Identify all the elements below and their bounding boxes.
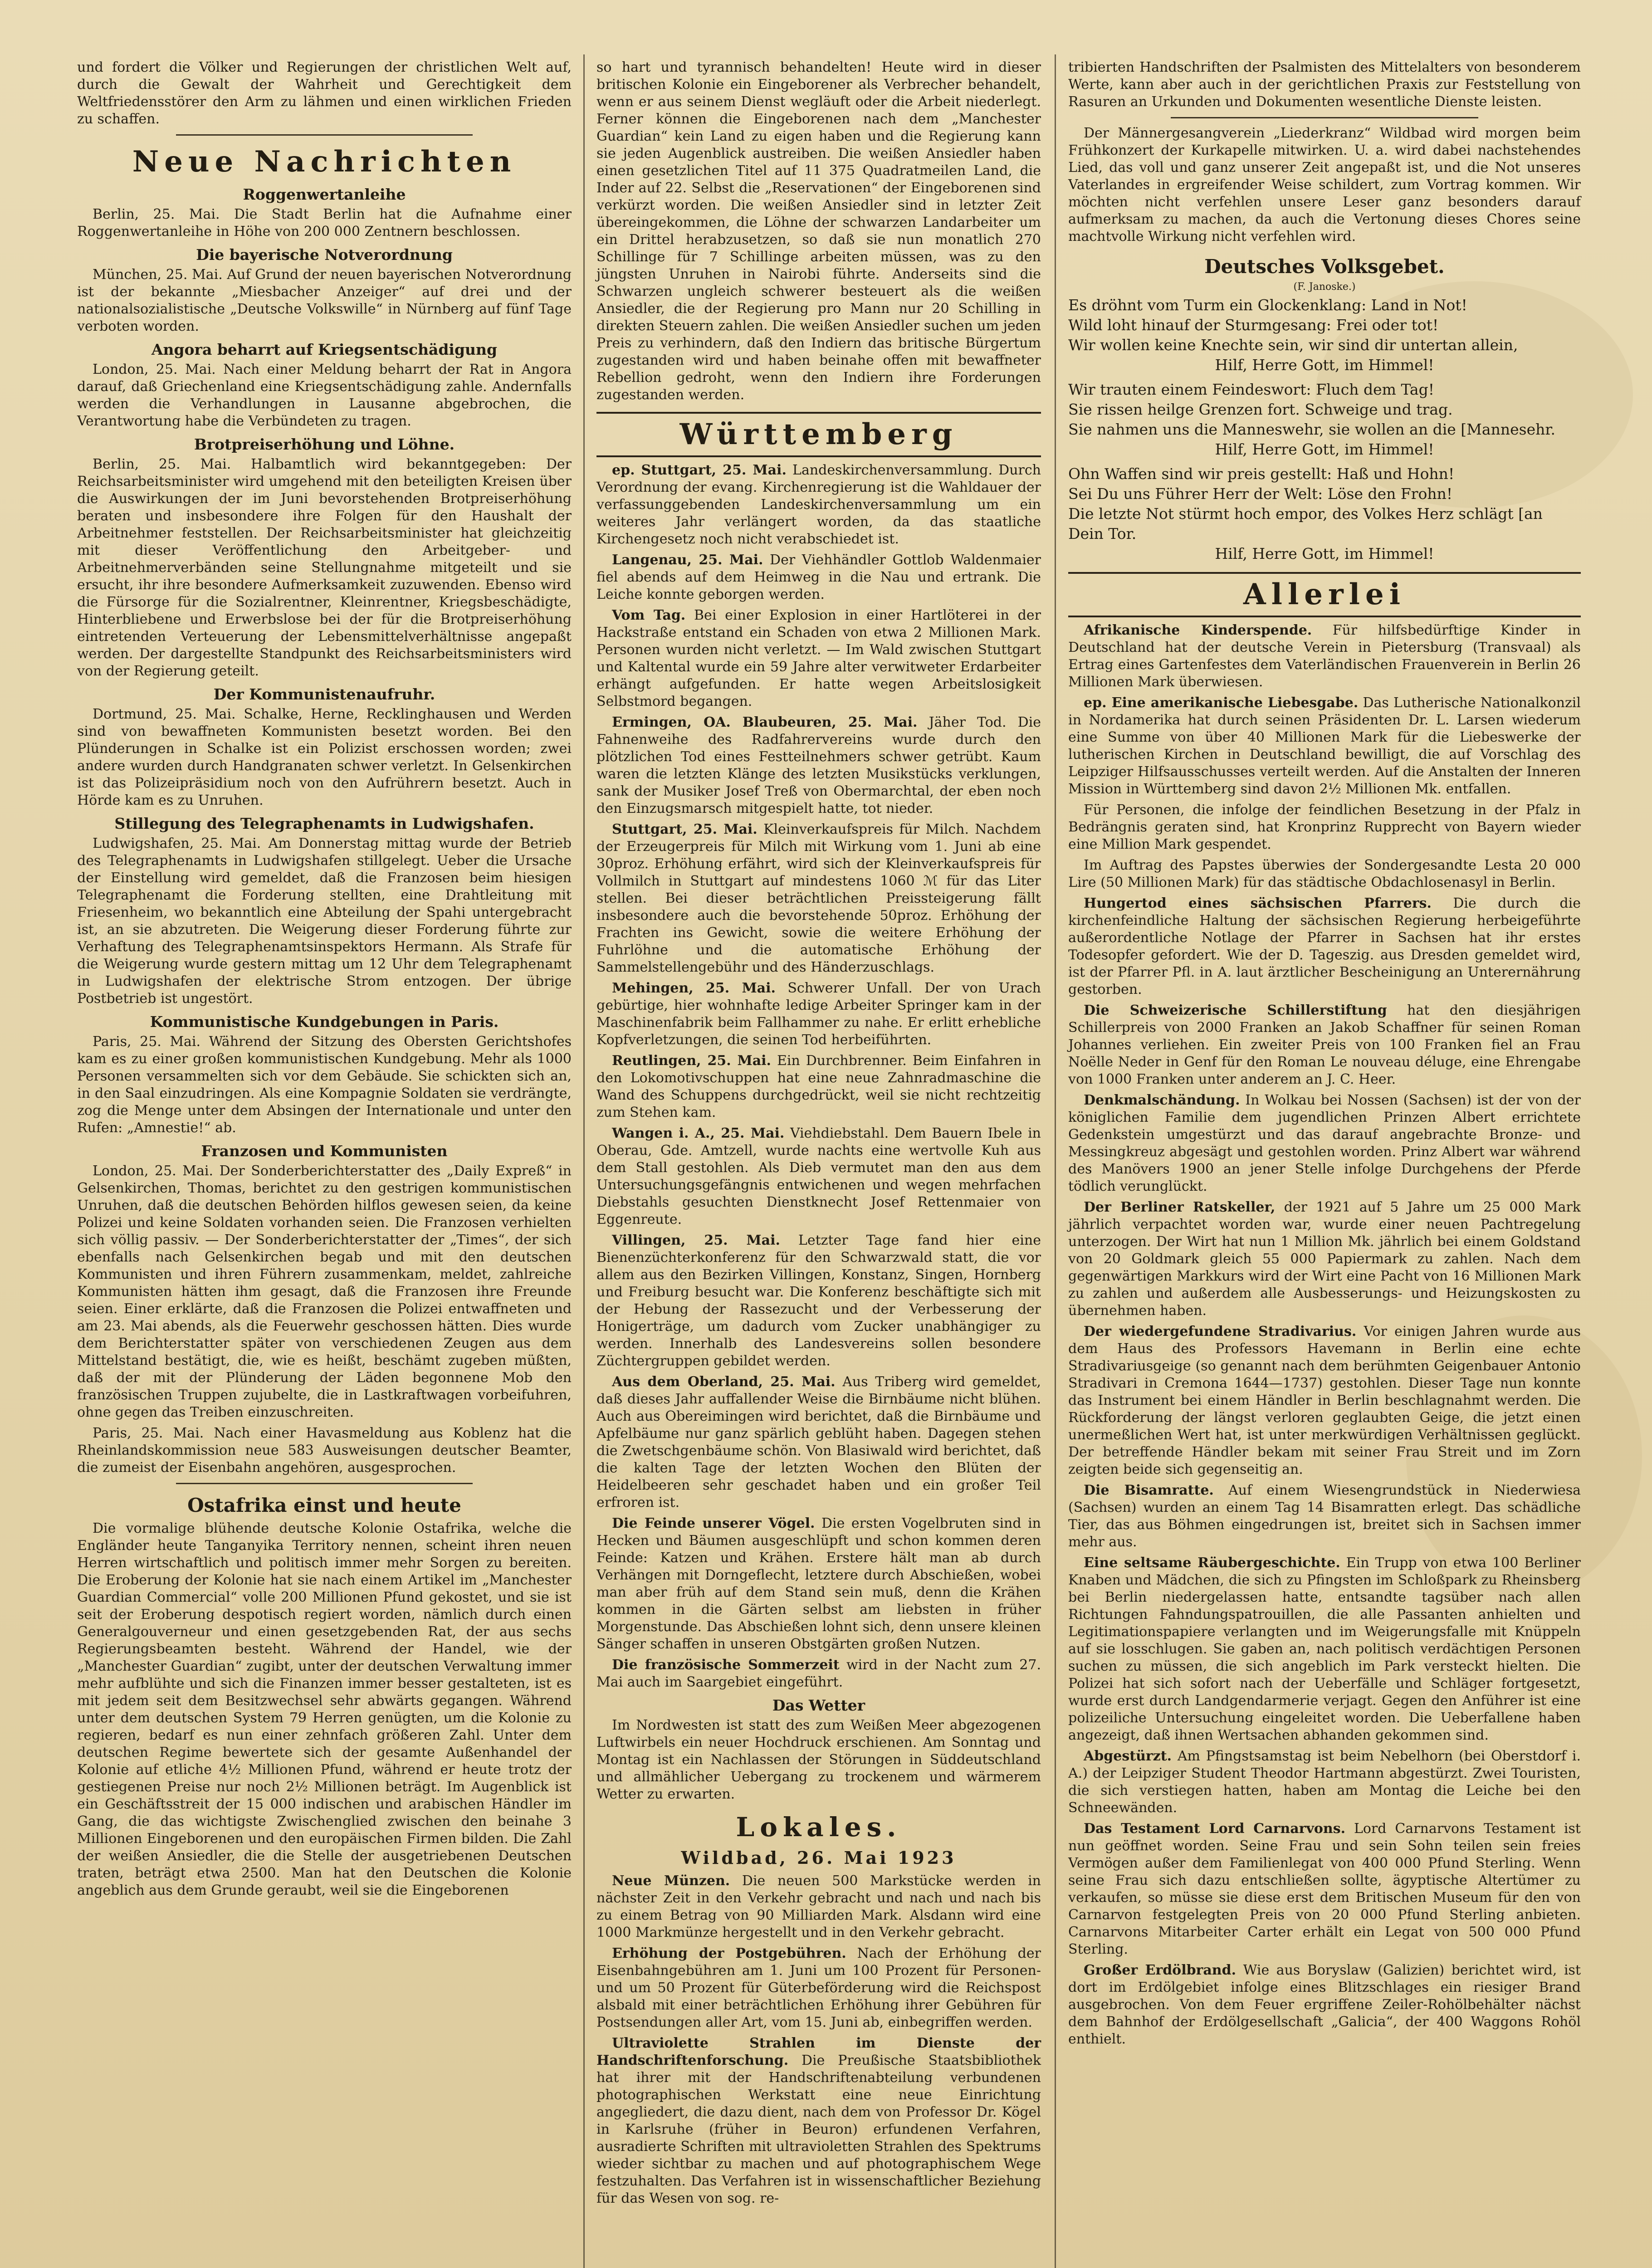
- news-item: [596, 607, 1041, 710]
- item-text: wird in der Nacht zum 27. Mai auch im Saargebiet eingeführt.: [596, 1657, 1041, 1690]
- poem-line: Wild loht hinauf der Sturmgesang: Frei oder tot!: [1068, 316, 1439, 334]
- separator: [1171, 117, 1478, 118]
- item-text: Die ersten Vogelbruten sind in Hecken und Bäumen ausgeschlüpft und schon kommen deren Feinde: Katzen und Krähen. Erstere hält man ab durch Verhängen mit Dorngeflecht, letztere durch Abschießen, wobei man aber früh auf dem Stand sein muß, denn die Krähen kommen in die Gärten selbst am liebsten in früher Morgenstunde. Das Abschießen lohnt sich, denn unsere kleinen Sänger schaffen in unseren Obstgärten großen Nutzen.: [596, 1515, 1041, 1652]
- news-item: [596, 552, 1041, 603]
- news-item: [77, 246, 572, 335]
- item-text: Ein Durchbrenner. Beim Einfahren in den Lokomotivschuppen hat eine neue Zahnradmaschine die Wand des Schuppens durchgedrückt, weil sie nicht rechtzeitig zum Stehen kam.: [596, 1053, 1041, 1120]
- item-text: Letzter Tage fand hier eine Bienenzüchterkonferenz für den Schwarzwald statt, die vor allem aus den Bezirken Villingen, Konstanz, Singen, Hornberg und Freiburg besucht war. Die Konferenz beschäftigte sich mit der Hebung der Rassezucht und der Verbesserung der Honigerträge, um dadurch vom Zucker unabhängiger zu werden. Innerhalb des Landesvereins sollen besondere Züchtergruppen gebildet werden.: [596, 1232, 1041, 1369]
- item-text: Jäher Tod. Die Fahnenweihe des Radfahrervereins wurde durch den plötzlichen Tod eines Festteilnehmers schwer getrübt. Kaum waren die letzten Klänge des letzten Musikstücks verklungen, sank der Musiker Josef Treß von Obermarchtal, der eben noch den Einzugsmarsch mitgespielt hatte, tot nieder.: [596, 714, 1041, 816]
- poem-line: Sie rissen heilge Grenzen fort. Schweige und trag.: [1068, 401, 1453, 418]
- news-item: [77, 186, 572, 240]
- item-text: München, 25. Mai. Auf Grund der neuen bayerischen Notverordnung ist der bekannte „Miesbacher Anzeiger“ auf drei und der nationalsozialistische „Deutsche Volkswille“ in Nürnberg auf fünf Tage verboten worden.: [77, 267, 572, 334]
- news-item: [596, 980, 1041, 1049]
- item-lead: Ermingen, OA. Blaubeuren, 25. Mai.: [612, 714, 918, 730]
- news-item: [1068, 895, 1581, 998]
- section-neue-nachrichten: Neue Nachrichten: [132, 145, 517, 179]
- item-text: Für hilfsbedürftige Kinder in Deutschland hat der deutsche Verein in Pietersburg (Transvaal) als Ertrag eines Gartenfestes dem Vaterländischen Frauenverein in Berlin 26 Millionen Mark überwiesen.: [1068, 622, 1581, 690]
- column-rule: [583, 54, 585, 2268]
- item-lead: Reutlingen, 25. Mai.: [612, 1053, 772, 1069]
- news-item: [1068, 1962, 1581, 2048]
- item-text: Das Lutherische Nationalkonzil in Nordamerika hat durch seinen Präsidenten Dr. L. Larsen wiederum eine Summe von über 40 Millionen Mark für die Liebeswerke der lutherischen Kirchen in Deutschland bewilligt, die auf Vorschlag des Leipziger Hilfsausschusses verteilt werden. Auf die Anstalten der Inneren Mission in Württemberg sind davon 2½ Millionen Mk. entfallen.: [1068, 695, 1581, 797]
- item-lead: Großer Erdölbrand.: [1084, 1962, 1237, 1978]
- poem-stanza: [1068, 295, 1581, 375]
- news-item: [77, 1142, 572, 1421]
- item-text: Der Viehhändler Gottlob Waldenmaier fiel abends auf dem Heimweg in die Nau und ertrank. Die Leiche konnte geborgen werden.: [596, 552, 1041, 602]
- item-lead: Abgestürzt.: [1084, 1748, 1172, 1764]
- column-3: [1064, 59, 1585, 2268]
- item-heading: Der Kommunistenaufruhr.: [213, 685, 435, 703]
- item-text: Die Preußische Staatsbibliothek hat ihrer mit der Handschriftenabteilung verbundenen photographischen Werkstatt eine neue Einrichtung angegliedert, die dazu dient, nach dem von Professor Dr. Kögel in Karlsruhe (früher in Beuron) erfundenen Verfahren, ausradierte Schriften mit ultravioletten Strahlen des Spektrums wieder sichtbar zu machen und auf photographischem Wege festzuhalten. Das Verfahren ist in wissenschaftlicher Beziehung für das Wesen von sog. re-: [596, 2053, 1041, 2206]
- item-text: London, 25. Mai. Der Sonderberichterstatter des „Daily Expreß“ in Gelsenkirchen, Thomas, berichtet zu den gestrigen kommunistischen Unruhen, daß die deutschen Behörden hilflos gewesen seien, da keine Polizei und keine Soldaten vorhanden seien. Die Franzosen verhielten sich völlig passiv. — Der Sonderberichterstatter der „Times“, der sich ebenfalls nach Gelsenkirchen begab und mit den deutschen Kommunisten und ihren Führern zusammenkam, meldet, zahlreiche Kommunisten hätten ihm gesagt, daß die Franzosen ihre Freunde seien. Einer erklärte, daß die Franzosen die Polizei entwaffneten und am 23. Mai abends, als die Feuerwehr geschossen hätten. Dies wurde dem Berichterstatter später von verschiedenen Zeugen aus dem Mittelstand bestätigt, die, wie es heißt, beschämt zugeben müßten, daß der mit der Plünderung der Läden begonnene Mob den französischen Truppen zujubelte, die in Lastkraftwagen vorbeifuhren, ohne gegen das Treiben einzuschreiten.: [77, 1163, 572, 1420]
- item-lead: Die Bisamratte.: [1084, 1482, 1214, 1498]
- item-lead: Wangen i. A., 25. Mai.: [612, 1125, 785, 1141]
- news-item: [1068, 1002, 1581, 1088]
- news-item: [1068, 1092, 1581, 1195]
- news-item: [77, 685, 572, 809]
- poem-line: Sei Du uns Führer Herr der Welt: Löse den Frohn!: [1068, 485, 1453, 503]
- column-2: [592, 59, 1046, 2268]
- lokales-dateline: Wildbad, 26. Mai 1923: [681, 1848, 957, 1868]
- item-lead: Neue Münzen.: [612, 1873, 730, 1889]
- column-1: [73, 59, 576, 2268]
- item-text: Ludwigshafen, 25. Mai. Am Donnerstag mittag wurde der Betrieb des Telegraphenamts in Ludwigshafen stillgelegt. Ueber die Ursache der Einstellung wird gemeldet, daß die Franzosen beim hiesigen Telegraphenamt die Forderung stellten, eine Drahtleitung mit Friesenheim, wo bekanntlich eine Abteilung der Spahi untergebracht ist, an sie abzutreten. Die Weigerung dieser Forderung führte zur Verhaftung des Telegraphenamtsinspektors Hermann. Als Strafe für die Weigerung wurde gestern mittag um 12 Uhr dem Telegraphenamt in Ludwigshafen der elektrische Strom entzogen. Der übrige Postbetrieb ist ungestört.: [77, 836, 572, 1007]
- item-text: Viehdiebstahl. Dem Bauern Ibele in Oberau, Gde. Amtzell, wurde nachts eine wertvolle Kuh aus dem Stall gestohlen. Als Dieb vermutet man den aus dem Untersuchungsgefängnis entwichenen und wegen mehrfachen Diebstahls gesuchten Dienstknecht Josef Rettenmaier von Eggenreute.: [596, 1125, 1041, 1227]
- news-item: [1068, 1554, 1581, 1744]
- poem-line: Die letzte Not stürmt hoch empor, des Volkes Herz schlägt [an Dein Tor.: [1068, 505, 1543, 543]
- item-text: Auf einem Wiesengrundstück in Niederwiesa (Sachsen) wurden an einem Tag 14 Bisamratten erlegt. Das schädliche Tier, das aus Böhmen eingedrungen ist, breitet sich in Sachsen immer mehr aus.: [1068, 1482, 1581, 1550]
- item-heading: Angora beharrt auf Kriegsentschädigung: [151, 341, 498, 358]
- continued-text: tribierten Handschriften der Psalmisten des Mittelalters von besonderem Werte, kann aber auch in der gerichtlichen Praxis zur Feststellung von Rasuren an Urkunden und Dokumenten wesentliche Dienste leisten.: [1068, 59, 1581, 110]
- item-text: Kleinverkaufspreis für Milch. Nachdem der Erzeugerpreis für Milch mit Wirkung vom 1. Juni ab eine 30proz. Erhöhung erfährt, wird sich der Kleinverkaufspreis für Vollmilch in Stuttgart auf mindestens 1060 ℳ für das Liter stellen. Bei dieser beträchtlichen Preissteigerung fällt insbesondere auch die bevorstehende 50proz. Erhöhung der Frachten ins Gewicht, sowie die weitere Erhöhung der Fuhrlöhne und die automatische Erhöhung der Sammelstellengebühr und des Händerzuschlags.: [596, 821, 1041, 975]
- news-item: [1068, 1748, 1581, 1817]
- news-item: [1068, 622, 1581, 691]
- item-text: Paris, 25. Mai. Nach einer Havasmeldung aus Koblenz hat die Rheinlandskommission neue 583 Ausweisungen deutscher Beamter, die zumeist der Eisenbahn angehören, ausgesprochen.: [77, 1425, 572, 1476]
- poem-line: Ohn Waffen sind wir preis gestellt: Haß und Hohn!: [1068, 465, 1455, 483]
- item-lead: Der Berliner Ratskeller,: [1084, 1199, 1276, 1215]
- item-text: Berlin, 25. Mai. Halbamtlich wird bekanntgegeben: Der Reichsarbeitsminister wird umgehend mit den beteiligten Kreisen über die Auswirkungen der im Juni bevorstehenden Brotpreiserhöhung beraten und insbesondere ihre Folgen für den Haushalt der Arbeitnehmer feststellen. Der Reichsarbeitsminister hat gleichzeitig mit dieser Veröffentlichung den Arbeitgeber- und Arbeitnehmerverbänden seine Stellungnahme mitgeteilt und sie ersucht, ihr ihre besondere Aufmerksamkeit zuzuwenden. Ebenso wird die Fürsorge für die Sozialrentner, Kleinrentner, Kriegsbeschädigte, Hinterbliebene und Erwerbslose bei der für die Brotpreiserhöhung eintretenden Verteuerung der Lebensmittelverhältnisse angepaßt werden. Der dargestellte Standpunkt des Reichsarbeitsministers wird von der Regierung geteilt.: [77, 456, 572, 679]
- item-text: Die durch die kirchenfeindliche Haltung der sächsischen Regierung herbeigeführte außerordentliche Notlage der Pfarrer in Sachsen hat ihr erstes Todesopfer gefordert. Wie der D. Tageszig. aus Dresden gemeldet wird, ist der Pfarrer Pfl. in A. laut ärztlicher Bescheinigung an Unterernährung gestorben.: [1068, 895, 1581, 997]
- item-text: Die neuen 500 Markstücke werden in nächster Zeit in den Verkehr gebracht und nach und nach bis zu einem Betrag von 90 Milliarden Mark. Alsdann wird eine 1000 Markmünze hergestellt und in den Verkehr gebracht.: [596, 1873, 1041, 1941]
- weather-text: Im Nordwesten ist statt des zum Weißen Meer abgezogenen Luftwirbels ein neuer Hochdruck erschienen. Am Sonntag und Montag ist ein Nachlassen der Störungen in Süddeutschland und allmählicher Uebergang zu trockenem und wärmerem Wetter zu erwarten.: [596, 1717, 1041, 1802]
- item-text: Lord Carnarvons Testament ist nun geöffnet worden. Seine Frau und sein Sohn teilen sein freies Vermögen außer dem Familienlegat von 400 000 Pfund Sterling. Wenn seine Frau sich dazu entschließen sollte, ägyptische Altertümer zu verkaufen, so müsse sie diese erst dem Britischen Museum für den von Carnarvon festgelegten Preis von 20 000 Pfund Sterling anbieten. Carnarvons Mitarbeiter Carter erhält ein Legat von 500 000 Pfund Sterling.: [1068, 1821, 1581, 1957]
- item-lead: Ultraviolette Strahlen im Dienste der Handschriftenforschung.: [596, 2035, 1041, 2068]
- item-lead: ep. Eine amerikanische Liebesgabe.: [1084, 695, 1359, 711]
- news-item: [1068, 802, 1581, 853]
- item-text: In Wolkau bei Nossen (Sachsen) ist der von der königlichen Familie dem jugendlichen Prinzen Albert errichtete Gedenkstein umgestürzt und das darauf angebrachte Bronze- und Messingkreuz abgesägt und gestohlen worden. Prinz Albert war während des Manövers 1900 an jener Stelle infolge Durchgehens der Pferde tödlich verunglückt.: [1068, 1092, 1581, 1194]
- news-item: [596, 1125, 1041, 1228]
- item-lead: Langenau, 25. Mai.: [612, 552, 763, 568]
- poem-refrain: Hilf, Herre Gott, im Himmel!: [1215, 545, 1434, 562]
- item-lead: Die französische Sommerzeit: [612, 1657, 840, 1673]
- article-text-ostafrika: Die vormalige blühende deutsche Kolonie Ostafrika, welche die Engländer heute Tanganyika Territory nennen, scheint ihren neuen Herren wirtschaftlich und politisch immer mehr Sorgen zu bereiten. Die Eroberung der Kolonie hat sie nach einem Artikel im „Manchester Guardian Commercial“ volle 200 Millionen Pfund gekostet, und sie ist seit der Eroberung despotisch regiert worden, nämlich durch einen Generalgouverneur und einen gesetzgebenden Rat, der aus sechs Regierungsbeamten besteht. Während der Handel, wie der „Manchester Guardian“ zugibt, unter der deutschen Verwaltung immer mehr aufblühte und sich die Finanzen immer besser gestalteten, ist es mit jedem seit dem Besitzwechsel sehr abwärts gegangen. Während unter dem deutschen System 79 Herren genügten, um die Kolonie zu regieren, bedarf es nun einer zehnfach größeren Zahl. Unter dem deutschen Regime bewertete sich der gesamte Außenhandel der Kolonie auf etliche 4½ Millionen Pfund, während er heute trotz der gestiegenen Preise nur noch 2½ Millionen beträgt. Im Augenblick ist ein Geschäftsstreit der 15 000 indischen und arabischen Händler im Gang, die das wichtigste Zwischenglied zwischen den beinahe 3 Millionen Eingeborenen und den europäischen Firmen bilden. Die Zahl der weißen Ansiedler, die die Stelle der ausgetriebenen Deutschen traten, beträgt etwa 2500. Man hat den Deutschen die Kolonie angeblich aus dem Grunde geraubt, weil sie die Eingeborenen: [77, 1520, 572, 1898]
- poem-stanza: [1068, 380, 1581, 459]
- item-text: hat den diesjährigen Schillerpreis von 2000 Franken an Jakob Schaffner für seinen Roman Johannes verliehen. Ein zweiter Preis von 100 Franken fiel an Frau Noëlle Neder in Genf für den Roman Le nouveau déluge, eine Ehrengabe von 1000 Franken unter anderem an J. C. Heer.: [1068, 1002, 1581, 1087]
- separator: [176, 1483, 473, 1484]
- item-heading: Stillegung des Telegraphenamts in Ludwigshafen.: [114, 815, 534, 832]
- poem-line: Es dröhnt vom Turm ein Glockenklang: Land in Not!: [1068, 296, 1467, 314]
- news-item: [596, 1657, 1041, 1691]
- section-allerlei: Allerlei: [1068, 572, 1581, 617]
- poem-stanza: [1068, 464, 1581, 564]
- article-heading-ostafrika: Ostafrika einst und heute: [187, 1494, 461, 1516]
- news-item: [1068, 857, 1581, 891]
- item-text: Ein Trupp von etwa 100 Berliner Knaben und Mädchen, die sich zu Pfingsten im Schloßpark zu Rheinsberg bei Berlin niedergelassen hatte, entsandte tagsüber nach allen Richtungen Fahndungspatrouillen, die alle Passanten anhielten und Legitimationspapiere verlangten und im Weigerungsfalle mit Knüppeln auf sie losschlugen. Sie gaben an, nach politisch verdächtigen Personen suchen zu müssen, die sich angeblich im Park versteckt hielten. Die Polizei hat sich sofort nach der Ueberfälle und Schläger fortgesetzt, wurde erst durch Landgendarmerie verjagt. Gegen den Anführer ist eine polizeiliche Untersuchung eingeleitet worden. Die Ueberfallene haben angezeigt, daß ihnen Wertsachen abhanden gekommen sind.: [1068, 1555, 1581, 1743]
- item-lead: ep. Stuttgart, 25. Mai.: [612, 462, 787, 478]
- news-item: [1068, 1199, 1581, 1320]
- item-text: Paris, 25. Mai. Während der Sitzung des Obersten Gerichtshofes kam es zu einer großen kommunistischen Kundgebung. Mehr als 1000 Personen versammelten sich vor dem Gebäude. Sie schickten sich an, in den Saal einzudringen. Als eine Kompagnie Soldaten sie verdrängte, zog die Menge unter dem Absingen der Internationale und unter den Rufen: „Amnestie!“ ab.: [77, 1034, 572, 1136]
- item-text: Wie aus Boryslaw (Galizien) berichtet wird, ist dort im Erdölgebiet infolge eines Blitzschlages ein riesiger Brand ausgebrochen. Von dem Feuer ergriffene Zeiler-Rohölbehälter nächst dem Bahnhof der Erdölgesellschaft „Galicia“, der 400 Waggons Rohöl enthielt.: [1068, 1962, 1581, 2047]
- news-item: [596, 2035, 1041, 2207]
- news-item: [596, 1945, 1041, 2031]
- poem-refrain: Hilf, Herre Gott, im Himmel!: [1215, 440, 1434, 458]
- news-item: [77, 1013, 572, 1137]
- news-item: [1068, 1482, 1581, 1551]
- item-heading: Roggenwertanleihe: [243, 186, 406, 203]
- item-lead: Afrikanische Kinderspende.: [1084, 622, 1312, 638]
- item-lead: Eine seltsame Räubergeschichte.: [1084, 1555, 1340, 1571]
- poem-title: Deutsches Volksgebet.: [1204, 255, 1445, 278]
- item-text: Dortmund, 25. Mai. Schalke, Herne, Recklinghausen und Werden sind von bewaffneten Kommunisten besetzt worden. Bei den Plünderungen in Schalke ist ein Polizist erschossen worden; zwei andere wurden durch Handgranaten schwer verletzt. In Gelsenkirchen ist das Polizeipräsidium noch von den Aufrührern besetzt. Auch in Hörde kam es zu Unruhen.: [77, 706, 572, 808]
- news-item: [596, 821, 1041, 976]
- item-text: Im Auftrag des Papstes überwies der Sondergesandte Lesta 20 000 Lire (50 Millionen Mark) für das städtische Obdachlosenasyl in Berlin.: [1068, 857, 1581, 890]
- section-lokales: Lokales.: [736, 1812, 902, 1843]
- news-item: [596, 462, 1041, 548]
- continued-text: so hart und tyrannisch behandelten! Heute wird in dieser britischen Kolonie ein Eingeborener als Verbrecher behandelt, wenn er aus seinem Dienst wegläuft oder die Arbeit niederlegt. Ferner können die Eingeborenen nach dem „Manchester Guardian“ kein Land zu eigen haben und die Regierung kann sie jeden Augenblick austreiben. Die weißen Ansiedler haben einen gesetzlichen Titel auf 11 375 Quadratmeilen Land, die Inder auf 22. Selbst die „Reservationen“ der Eingeborenen sind verkürzt worden. Die weißen Ansiedler sind in letzter Zeit übereingekommen, die Löhne der schwarzen Landarbeiter um ein Drittel herabzusetzen, so daß sie nun monatlich 270 Schillinge für 7 Schillinge arbeiten müssen, was zu den jüngsten Unruhen in Nairobi führte. Anderseits sind die Schwarzen ungleich schwerer besteuert als die weißen Ansiedler, die der Regierung pro Mann nur 20 Schilling in direkten Steuern zahlen. Die weißen Ansiedler suchen um jeden Preis zu verhindern, daß den Indiern das britische Bürgertum zugestanden wird und haben beinahe offen mit bewaffneter Rebellion gedroht, wenn den Indiern ihre Forderungen zugestanden werden.: [596, 59, 1041, 403]
- weather-heading: Das Wetter: [772, 1696, 865, 1714]
- item-text: Schwerer Unfall. Der von Urach gebürtige, hier wohnhafte ledige Arbeiter Springer kam in der Maschinenfabrik beim Fallhammer zu nahe. Er erlitt erhebliche Kopfverletzungen, die seinen Tod herbeiführten.: [596, 980, 1041, 1048]
- item-text: Landeskirchenversammlung. Durch Verordnung der evang. Kirchenregierung ist die Wahldauer der verfassunggebenden Landeskirchenversammlung um ein weiteres Jahr verlängert worden, da das staatliche Kirchengesetz noch nicht verabschiedet ist.: [596, 462, 1041, 547]
- item-lead: Mehingen, 25. Mai.: [612, 980, 776, 996]
- column-rule: [1055, 54, 1056, 2268]
- item-lead: Villingen, 25. Mai.: [612, 1232, 780, 1248]
- news-item: [596, 714, 1041, 817]
- item-lead: Vom Tag.: [612, 607, 686, 623]
- separator: [176, 134, 473, 136]
- news-item: [77, 341, 572, 430]
- item-text: London, 25. Mai. Nach einer Meldung beharrt der Rat in Angora darauf, daß Griechenland eine Kriegsentschädigung zahle. Andernfalls werden die Verhandlungen in Lausanne abgebrochen, die Verantwortung habe die Verbündeten zu tragen.: [77, 362, 572, 429]
- poem-author: (F. Janoske.): [1293, 281, 1356, 293]
- poem-refrain: Hilf, Herre Gott, im Himmel!: [1215, 356, 1434, 374]
- poem-line: Wir trauten einem Feindeswort: Fluch dem Tag!: [1068, 381, 1434, 398]
- item-heading: Franzosen und Kommunisten: [201, 1142, 448, 1160]
- news-item: [1068, 1323, 1581, 1478]
- news-item: [77, 1425, 572, 1476]
- news-item: [596, 1374, 1041, 1511]
- item-lead: Die Feinde unserer Vögel.: [612, 1515, 815, 1531]
- item-lead: Denkmalschändung.: [1084, 1092, 1240, 1108]
- item-text: Am Pfingstsamstag ist beim Nebelhorn (bei Oberstdorf i. A.) der Leipziger Student Theodor Hartmann abgestürzt. Zwei Touristen, die sich verstiegen hatten, haben am Montag die Leiche bei den Schneewänden.: [1068, 1748, 1581, 1816]
- item-text: Für Personen, die infolge der feindlichen Besetzung in der Pfalz in Bedrängnis geraten sind, hat Kronprinz Rupprecht von Bayern wieder eine Million Mark gespendet.: [1068, 802, 1581, 852]
- item-text: Aus Triberg wird gemeldet, daß dieses Jahr auffallender Weise die Birnbäume nicht blühen. Auch aus Obereimingen wird berichtet, daß die Birnbäume und Apfelbäume nur ganz spärlich geblüht haben. Dagegen stehen die Zwetschgenbäume schön. Von Blasiwald wird berichtet, daß die kalten Tage der letzten Wochen den Blüten der Heidelbeeren sehr geschadet haben und ein großer Teil erfroren ist.: [596, 1374, 1041, 1510]
- section-wuerttemberg: Württemberg: [596, 412, 1041, 457]
- poem-line: Wir wollen keine Knechte sein, wir sind dir untertan allein,: [1068, 336, 1518, 354]
- item-lead: Hungertod eines sächsischen Pfarrers.: [1084, 895, 1432, 911]
- news-item: [1068, 694, 1581, 798]
- news-item: [77, 435, 572, 680]
- item-heading: Brotpreiserhöhung und Löhne.: [194, 435, 455, 453]
- item-text: der 1921 auf 5 Jahre um 25 000 Mark jährlich verpachtet worden war, wurde einer neuen Pachtregelung unterzogen. Der Wirt hat nun 1 Million Mk. jährlich bei einem Goldstand von 20 Goldmark gleich 55 000 Papiermark zu zahlen. Nach dem gegenwärtigen Markkurs wird der Wirt eine Pacht von 16 Millionen Mark zu zahlen und außerdem alle Ausbesserungs- und Heizungskosten zu übernehmen haben.: [1068, 1199, 1581, 1319]
- announcement-liederkranz: Der Männergesangverein „Liederkranz“ Wildbad wird morgen beim Frühkonzert der Kurkapelle mitwirken. U. a. wird dabei nachstehendes Lied, das voll und ganz unserer Zeit angepaßt ist, und die Not unseres Vaterlandes in ergreifender Weise schildert, zum Vortrag kommen. Wir möchten nicht verfehlen unsere Leser ganz besonders darauf aufmerksam zu machen, da auch die Vertonung dieses Chores seine machtvolle Wirkung nicht verfehlen wird.: [1068, 125, 1581, 244]
- item-heading: Kommunistische Kundgebungen in Paris.: [150, 1013, 499, 1031]
- item-heading: Die bayerische Notverordnung: [196, 246, 453, 264]
- news-item: [596, 1872, 1041, 1941]
- item-text: Berlin, 25. Mai. Die Stadt Berlin hat die Aufnahme einer Roggenwertanleihe in Höhe von 200 000 Zentnern beschlossen.: [77, 206, 572, 240]
- poem-line: Sie nahmen uns die Manneswehr, sie wollen an die [Mannesehr.: [1068, 420, 1555, 438]
- item-lead: Die Schweizerische Schillerstiftung: [1084, 1002, 1387, 1018]
- item-lead: Stuttgart, 25. Mai.: [612, 821, 758, 837]
- continued-text: und fordert die Völker und Regierungen der christlichen Welt auf, durch die Gewalt der Wahrheit und Gerechtigkeit dem Weltfriedensstörer den Arm zu lähmen und einen wirklichen Frieden zu schaffen.: [77, 59, 572, 127]
- item-text: Nach der Erhöhung der Eisenbahngebühren am 1. Juni um 100 Prozent für Personen- und um 50 Prozent für Güterbeförderung wird die Reichspost alsbald mit einer beträchtlichen Erhöhung ihrer Gebühren für Postsendungen aller Art, vom 15. Juni ab, einbegriffen werden.: [596, 1945, 1041, 2030]
- news-item: [1068, 1820, 1581, 1958]
- news-item: [596, 1515, 1041, 1653]
- item-lead: Das Testament Lord Carnarvons.: [1084, 1821, 1346, 1837]
- news-item: [596, 1232, 1041, 1370]
- item-text: Bei einer Explosion in einer Hartlöterei in der Hackstraße entstand ein Schaden von etwa 2 Millionen Mark. Personen wurden nicht verletzt. — Im Wald zwischen Stuttgart und Kaltental wurde ein 59 Jahre alter verwitweter Erdarbeiter erhängt aufgefunden. Er hatte wegen Arbeitslosigkeit Selbstmord begangen.: [596, 607, 1041, 709]
- news-item: [596, 1052, 1041, 1121]
- item-text: Vor einigen Jahren wurde aus dem Haus des Professors Havemann in Berlin eine echte Stradivariusgeige (so genannt nach dem berühmten Geigenbauer Antonio Stradivari in Cremona 1644—1737) gestohlen. Dieser Tage nun konnte das Instrument bei einem Händler in Berlin beschlagnahmt werden. Die Rückforderung der längst verloren geglaubten Geige, die jetzt einen unermeßlichen Wert hat, ist unter merkwürdigen Verhältnissen geglückt. Der betreffende Händler bekam mit seiner Frau Streit und im Zorn zeigten beide sich gegenseitig an.: [1068, 1324, 1581, 1477]
- item-lead: Erhöhung der Postgebühren.: [612, 1945, 846, 1961]
- news-item: [77, 815, 572, 1007]
- item-lead: Der wiedergefundene Stradivarius.: [1084, 1324, 1357, 1339]
- item-lead: Aus dem Oberland, 25. Mai.: [612, 1374, 836, 1390]
